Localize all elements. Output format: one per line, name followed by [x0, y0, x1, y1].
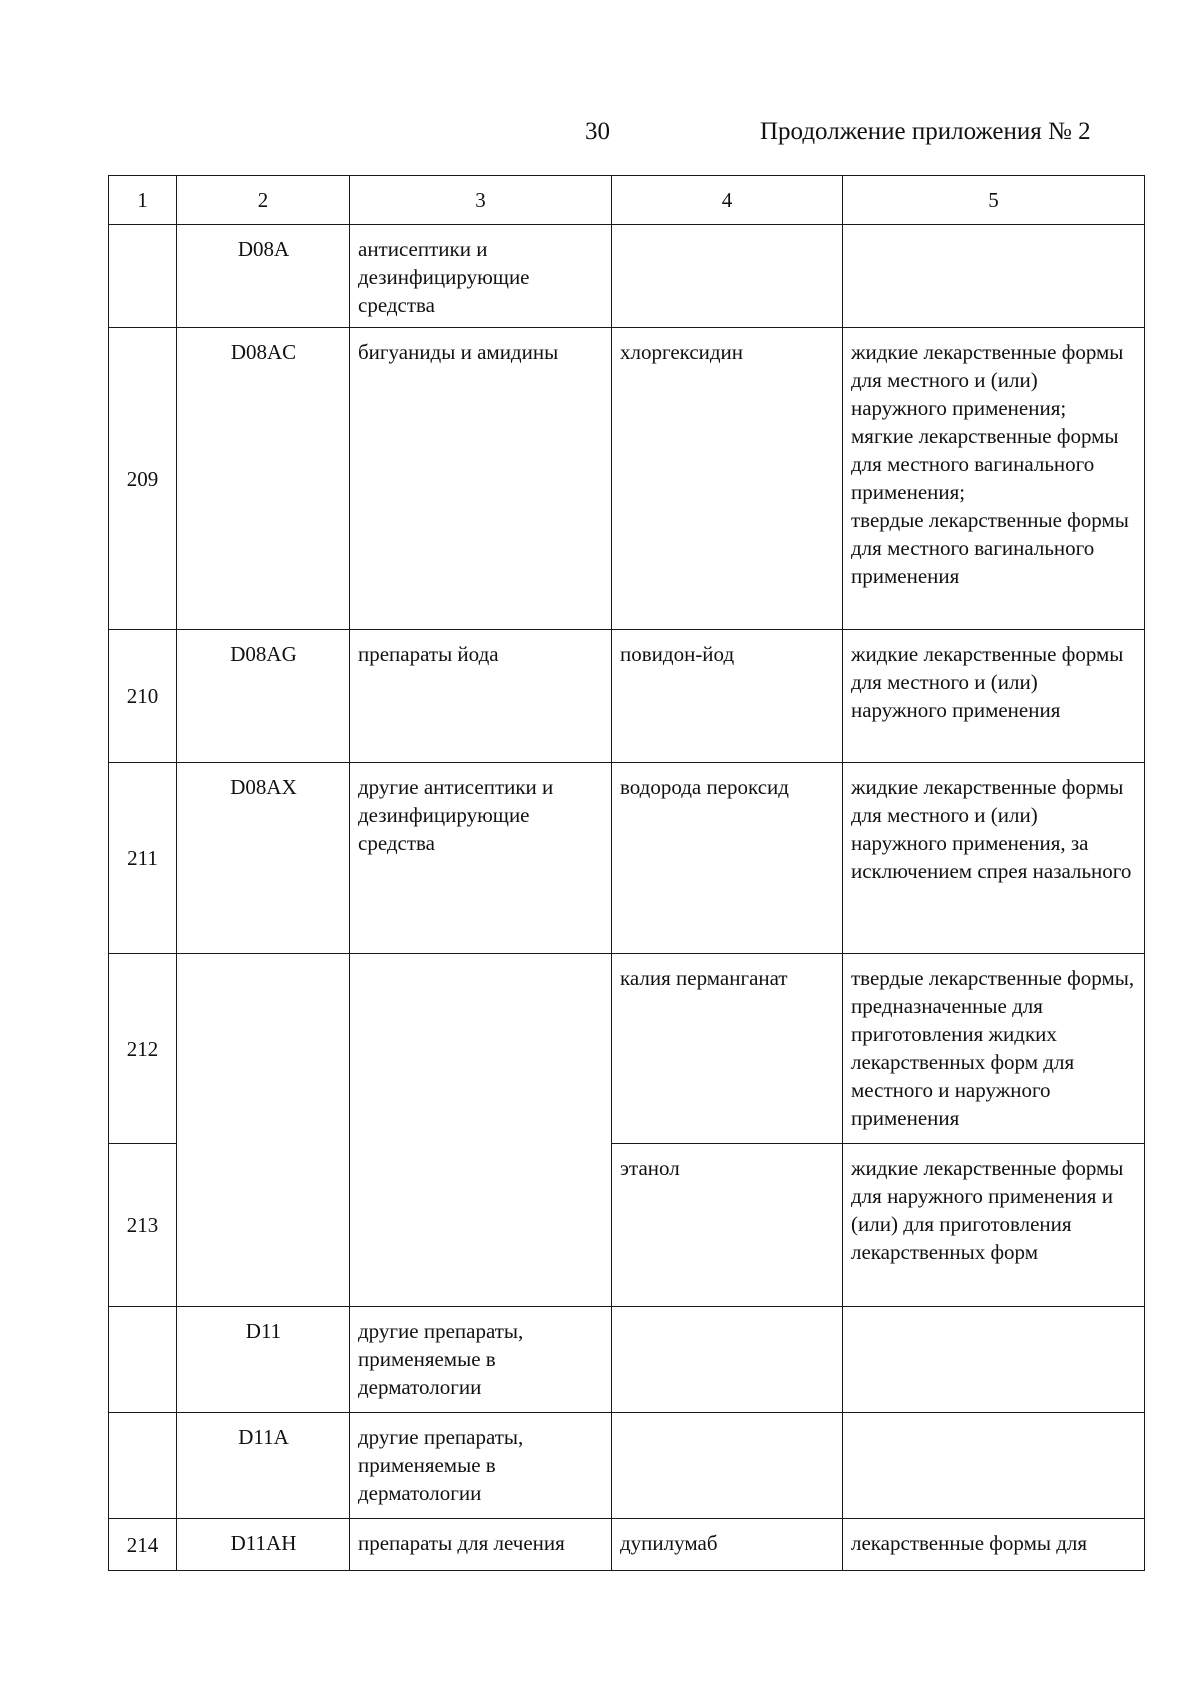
group-cell: другие антисептики и дезинфицирующие средства: [350, 763, 612, 954]
row-number-cell: 209: [109, 328, 177, 630]
row-number-cell: 213: [109, 1144, 177, 1307]
atc-code-cell: [177, 954, 350, 1307]
table-row: [109, 1413, 1145, 1519]
drug-cell: хлоргексидин: [612, 328, 843, 630]
atc-code-cell: D08AG: [177, 630, 350, 763]
table-row: [109, 763, 1145, 954]
table-row: [109, 954, 1145, 1144]
page-number: 30: [585, 118, 610, 145]
dosage-forms-cell: жидкие лекарственные формы для наружного применения и (или) для приготовления лекарственных форм: [843, 1144, 1145, 1307]
table-row: [109, 328, 1145, 630]
group-cell: другие препараты, применяемые в дерматологии: [350, 1413, 612, 1519]
table-row: [109, 225, 1145, 328]
atc-code-cell: D08AX: [177, 763, 350, 954]
dosage-forms-cell: жидкие лекарственные формы для местного и (или) наружного применения: [843, 630, 1145, 763]
drug-cell: [612, 1413, 843, 1519]
row-number-cell: 210: [109, 630, 177, 763]
row-number-cell: 212: [109, 954, 177, 1144]
dosage-forms-cell: [843, 1307, 1145, 1413]
table-row: [109, 1307, 1145, 1413]
drug-cell: [612, 1307, 843, 1413]
dosage-forms-cell: жидкие лекарственные формы для местного и (или) наружного применения; мягкие лекарственные формы для местного вагинального применения; твердые лекарственные формы для местного вагинального применения: [843, 328, 1145, 630]
group-cell: препараты йода: [350, 630, 612, 763]
table-row: [109, 1519, 1145, 1571]
table-row: [109, 630, 1145, 763]
column-header: 4: [612, 176, 843, 225]
group-cell: бигуаниды и амидины: [350, 328, 612, 630]
row-number-cell: [109, 1307, 177, 1413]
atc-code-cell: D11AH: [177, 1519, 350, 1571]
dosage-forms-cell: твердые лекарственные формы, предназначенные для приготовления жидких лекарственных форм для местного и наружного применения: [843, 954, 1145, 1144]
drug-cell: [612, 225, 843, 328]
drug-cell: калия перманганат: [612, 954, 843, 1144]
atc-code-cell: D11A: [177, 1413, 350, 1519]
column-header: 3: [350, 176, 612, 225]
group-cell: другие препараты, применяемые в дерматологии: [350, 1307, 612, 1413]
column-header: 2: [177, 176, 350, 225]
row-number-cell: [109, 225, 177, 328]
group-cell: препараты для лечения: [350, 1519, 612, 1571]
row-number-cell: 214: [109, 1519, 177, 1571]
dosage-forms-cell: лекарственные формы для: [843, 1519, 1145, 1571]
row-number-cell: [109, 1413, 177, 1519]
column-header: 5: [843, 176, 1145, 225]
atc-code-cell: D08AC: [177, 328, 350, 630]
column-header: 1: [109, 176, 177, 225]
drug-list-table: [108, 175, 1145, 1571]
atc-code-cell: D08A: [177, 225, 350, 328]
group-cell: [350, 954, 612, 1307]
appendix-title: Продолжение приложения № 2: [760, 118, 1091, 145]
row-number-cell: 211: [109, 763, 177, 954]
drug-cell: дупилумаб: [612, 1519, 843, 1571]
dosage-forms-cell: [843, 1413, 1145, 1519]
drug-cell: водорода пероксид: [612, 763, 843, 954]
drug-cell: этанол: [612, 1144, 843, 1307]
dosage-forms-cell: [843, 225, 1145, 328]
table-header-row: [109, 176, 1145, 225]
drug-cell: повидон-йод: [612, 630, 843, 763]
dosage-forms-cell: жидкие лекарственные формы для местного и (или) наружного применения, за исключением спрея назального: [843, 763, 1145, 954]
group-cell: антисептики и дезинфицирующие средства: [350, 225, 612, 328]
atc-code-cell: D11: [177, 1307, 350, 1413]
